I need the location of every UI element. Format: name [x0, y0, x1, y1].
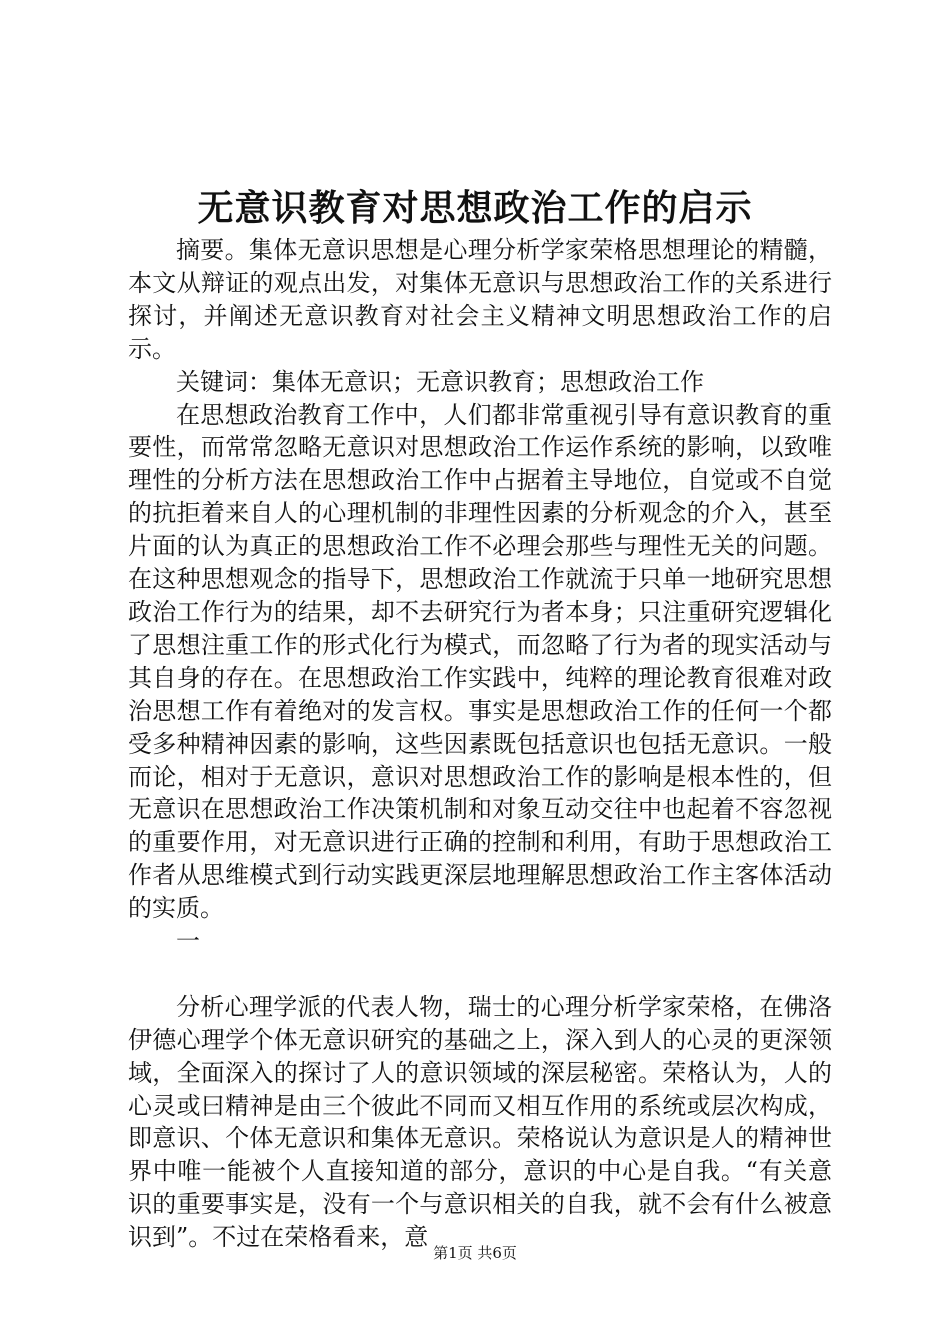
- page-footer: 第1页 共6页: [433, 1244, 517, 1262]
- body-paragraph-2: 分析心理学派的代表人物，瑞士的心理分析学家荣格，在佛洛伊德心理学个体无意识研究的基础之上，深入到人的心灵的更深领域，全面深入的探讨了人的意识领域的深层秘密。荣格认为，人的心灵或曰精神是由三个彼此不同而又相互作用的系统或层次构成，即意识、个体无意识和集体无意识。荣格说认为意识是人的精神世界中唯一能被个人直接知道的部分，意识的中心是自我。“有关意识的重要事实是，没有一个与意识相关的自我，就不会有什么被意识到”。不过在荣格看来，意: [128, 992, 832, 1252]
- document-title: 无意识教育对思想政治工作的启示: [197, 187, 753, 229]
- section-heading: 一: [176, 927, 200, 956]
- keywords-line: 关键词：集体无意识；无意识教育；思想政治工作: [176, 367, 704, 396]
- blank-line: [128, 958, 832, 991]
- document-body: [128, 234, 832, 1254]
- abstract-paragraph: 摘要。集体无意识思想是心理分析学家荣格思想理论的精髓，本文从辩证的观点出发，对集体无意识与思想政治工作的关系进行探讨，并阐述无意识教育对社会主义精神文明思想政治工作的启示。: [128, 236, 832, 363]
- body-paragraph-1: 在思想政治教育工作中，人们都非常重视引导有意识教育的重要性，而常常忽略无意识对思想政治工作运作系统的影响，以致唯理性的分析方法在思想政治工作中占据着主导地位，自觉或不自觉的抗拒着来自人的心理机制的非理性因素的分析观念的介入，甚至片面的认为真正的思想政治工作不必理会那些与理性无关的问题。在这种思想观念的指导下，思想政治工作就流于只单一地研究思想政治工作行为的结果，却不去研究行为者本身；只注重研究逻辑化了思想注重工作的形式化行为模式，而忽略了行为者的现实活动与其自身的存在。在思想政治工作实践中，纯粹的理论教育很难对政治思想工作有着绝对的发言权。事实是思想政治工作的任何一个都受多种精神因素的影响，这些因素既包括意识也包括无意识。一般而论，相对于无意识，意识对思想政治工作的影响是根本性的，但无意识在思想政治工作决策机制和对象互动交往中也起着不容忽视的重要作用，对无意识进行正确的控制和利用，有助于思想政治工作者从思维模式到行动实践更深层地理解思想政治工作主客体活动的实质。: [128, 400, 832, 923]
